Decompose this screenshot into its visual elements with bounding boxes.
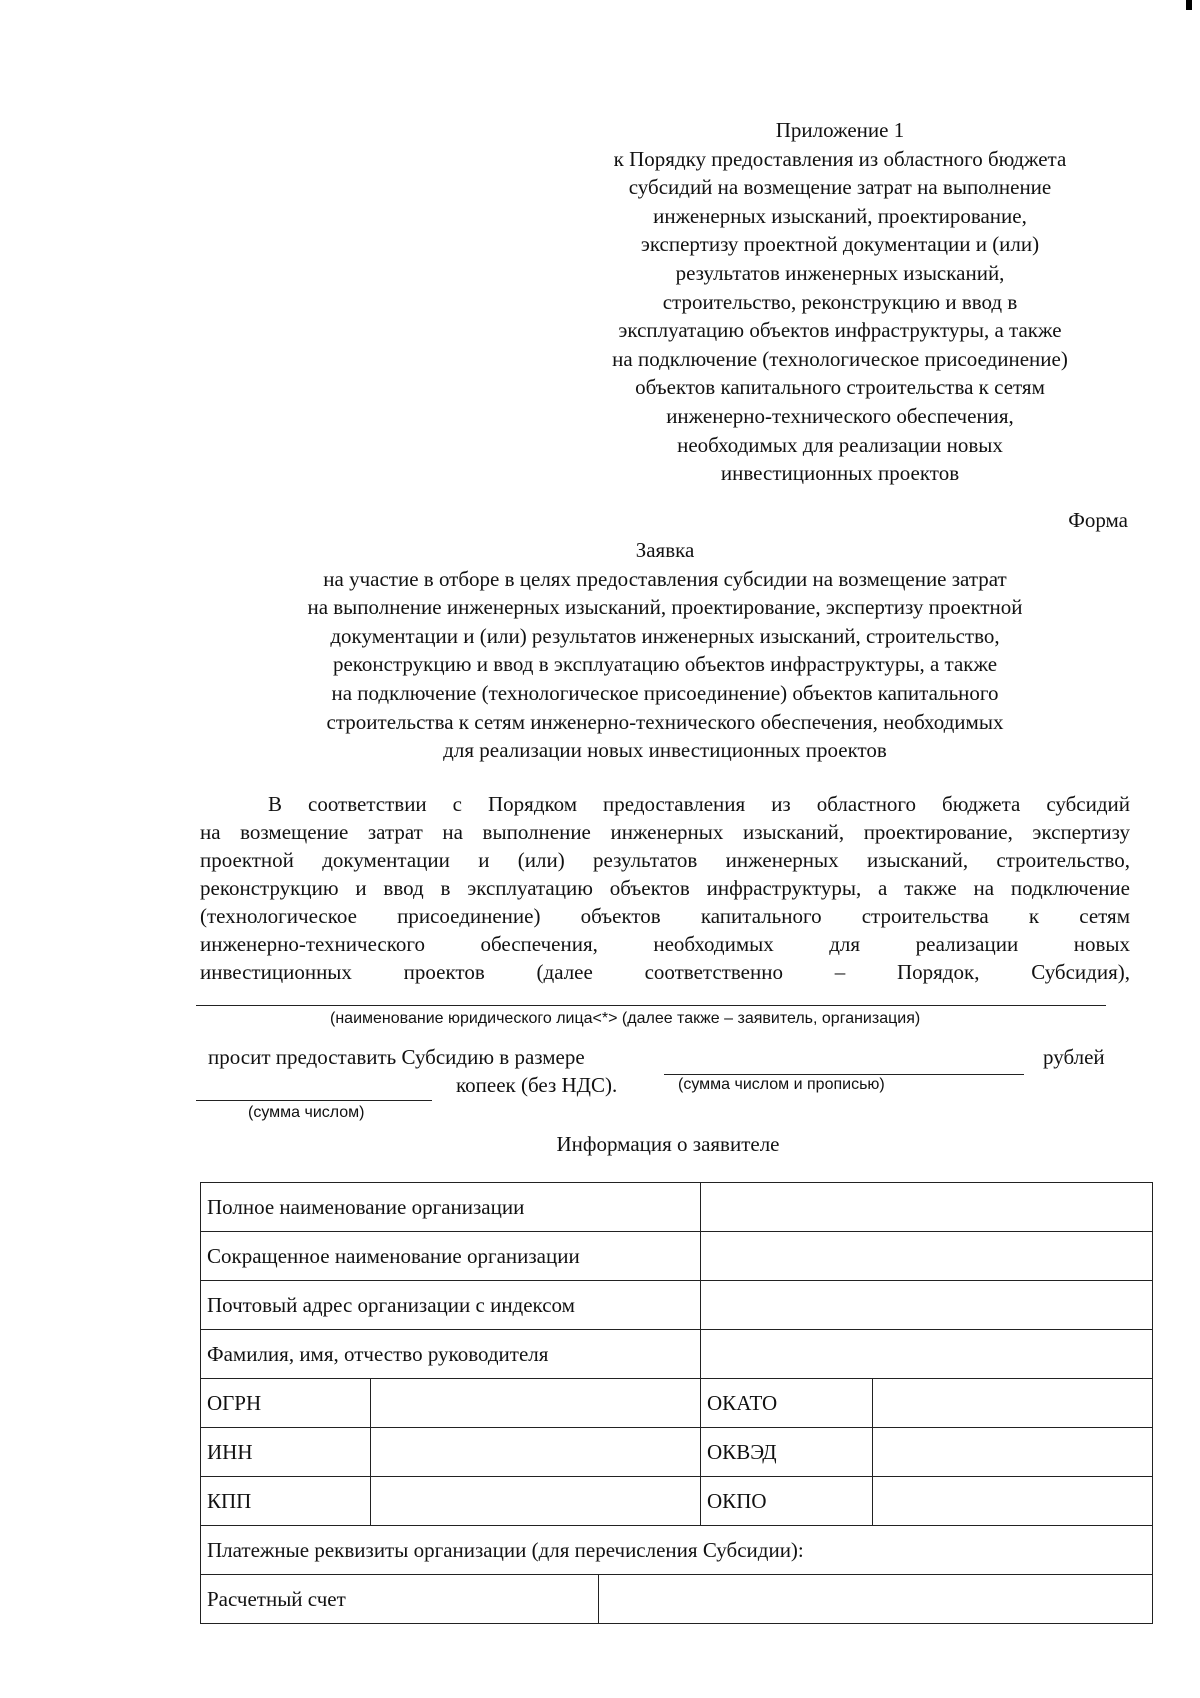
short-name-label: Сокращенное наименование организации (201, 1232, 701, 1281)
table-row (201, 1575, 1153, 1624)
table-row (201, 1379, 1153, 1428)
body-paragraph (200, 790, 1130, 986)
appendix-line: инженерно-технического обеспечения, (666, 403, 1014, 428)
inn-label: ИНН (201, 1428, 371, 1477)
table-row (201, 1330, 1153, 1379)
ogrn-label: ОГРН (201, 1379, 371, 1428)
appendix-line: строительство, реконструкцию и ввод в (662, 289, 1018, 314)
title-line: реконструкцию и ввод в эксплуатацию объектов инфраструктуры, а также (332, 652, 998, 677)
title-heading: Заявка (635, 538, 695, 562)
form-label: Форма (1068, 508, 1128, 532)
account-label: Расчетный счет (201, 1575, 599, 1624)
body-line: реконструкцию и ввод в эксплуатацию объектов инфраструктуры, а также на подключение (200, 876, 1130, 900)
body-line: на возмещение затрат на выполнение инженерных изысканий, проектирование, экспертизу (200, 820, 1130, 844)
title-line: на выполнение инженерных изысканий, проектирование, экспертизу проектной (307, 595, 1023, 620)
appendix-line: экспертизу проектной документации и (или) (640, 232, 1040, 257)
applicant-name-line[interactable] (196, 1005, 1106, 1006)
title-line: строительства к сетям инженерно-технического обеспечения, необходимых (326, 709, 1004, 734)
appendix-header (560, 116, 1120, 488)
account-value[interactable] (599, 1575, 1153, 1624)
body-line: (технологическое присоединение) объектов капитального строительства к сетям (200, 904, 1130, 928)
info-title: Информация о заявителе (556, 1132, 780, 1156)
full-name-label: Полное наименование организации (201, 1183, 701, 1232)
body-line: инвестиционных проектов (далее соответственно – Порядок, Субсидия), (200, 960, 1130, 984)
table-row (201, 1281, 1153, 1330)
inn-value[interactable] (371, 1428, 701, 1477)
postal-address-label: Почтовый адрес организации с индексом (201, 1281, 701, 1330)
table-row (201, 1477, 1153, 1526)
body-line: инженерно-технического обеспечения, необходимых для реализации новых (200, 932, 1130, 956)
appendix-line: эксплуатацию объектов инфраструктуры, а также (618, 318, 1062, 343)
scan-corner-mark (1186, 0, 1192, 10)
amount-number-caption: (сумма числом) (248, 1104, 365, 1121)
table-row (201, 1526, 1153, 1575)
full-name-value[interactable] (701, 1183, 1153, 1232)
appendix-line: инвестиционных проектов (720, 461, 960, 486)
table-row (201, 1183, 1153, 1232)
title-line: для реализации новых инвестиционных проектов (443, 738, 887, 763)
kpp-value[interactable] (371, 1477, 701, 1526)
appendix-line: необходимых для реализации новых (677, 432, 1003, 457)
application-title (200, 536, 1130, 765)
amount-number-line[interactable] (196, 1100, 432, 1101)
appendix-line: субсидий на возмещение затрат на выполнение (628, 175, 1052, 200)
amount-words-caption: (сумма числом и прописью) (678, 1076, 885, 1093)
rubles-label: рублей (1043, 1045, 1105, 1069)
okpo-label: ОКПО (701, 1477, 873, 1526)
appendix-line: результатов инженерных изысканий, (675, 260, 1005, 285)
appendix-line: Приложение 1 (775, 118, 905, 142)
ogrn-value[interactable] (371, 1379, 701, 1428)
body-line: В соответствии с Порядком предоставления из областного бюджета субсидий (268, 792, 1130, 816)
title-line: на подключение (технологическое присоединение) объектов капитального (331, 680, 999, 705)
okved-label: ОКВЭД (701, 1428, 873, 1477)
amount-words-line[interactable] (664, 1074, 1024, 1075)
director-name-value[interactable] (701, 1330, 1153, 1379)
okato-value[interactable] (873, 1379, 1153, 1428)
request-text: просит предоставить Субсидию в размере (208, 1045, 585, 1069)
applicant-info-table (200, 1182, 1153, 1624)
table-row (201, 1232, 1153, 1281)
payment-details-label: Платежные реквизиты организации (для перечисления Субсидии): (201, 1526, 1153, 1575)
table-row (201, 1428, 1153, 1477)
appendix-line: к Порядку предоставления из областного бюджета (613, 146, 1067, 171)
title-line: на участие в отборе в целях предоставления субсидии на возмещение затрат (323, 566, 1007, 591)
okato-label: ОКАТО (701, 1379, 873, 1428)
okpo-value[interactable] (873, 1477, 1153, 1526)
title-line: документации и (или) результатов инженерных изысканий, строительство, (330, 623, 1000, 648)
kpp-label: КПП (201, 1477, 371, 1526)
body-line: проектной документации и (или) результатов инженерных изысканий, строительство, (200, 848, 1130, 872)
director-name-label: Фамилия, имя, отчество руководителя (201, 1330, 701, 1379)
appendix-line: инженерных изысканий, проектирование, (653, 203, 1027, 228)
short-name-value[interactable] (701, 1232, 1153, 1281)
applicant-name-caption: (наименование юридического лица<*> (далее также – заявитель, организация) (330, 1010, 921, 1027)
appendix-line: на подключение (технологическое присоединение) (612, 346, 1068, 371)
kopecks-label: копеек (без НДС). (456, 1073, 618, 1097)
appendix-line: объектов капитального строительства к сетям (635, 375, 1045, 400)
okved-value[interactable] (873, 1428, 1153, 1477)
postal-address-value[interactable] (701, 1281, 1153, 1330)
